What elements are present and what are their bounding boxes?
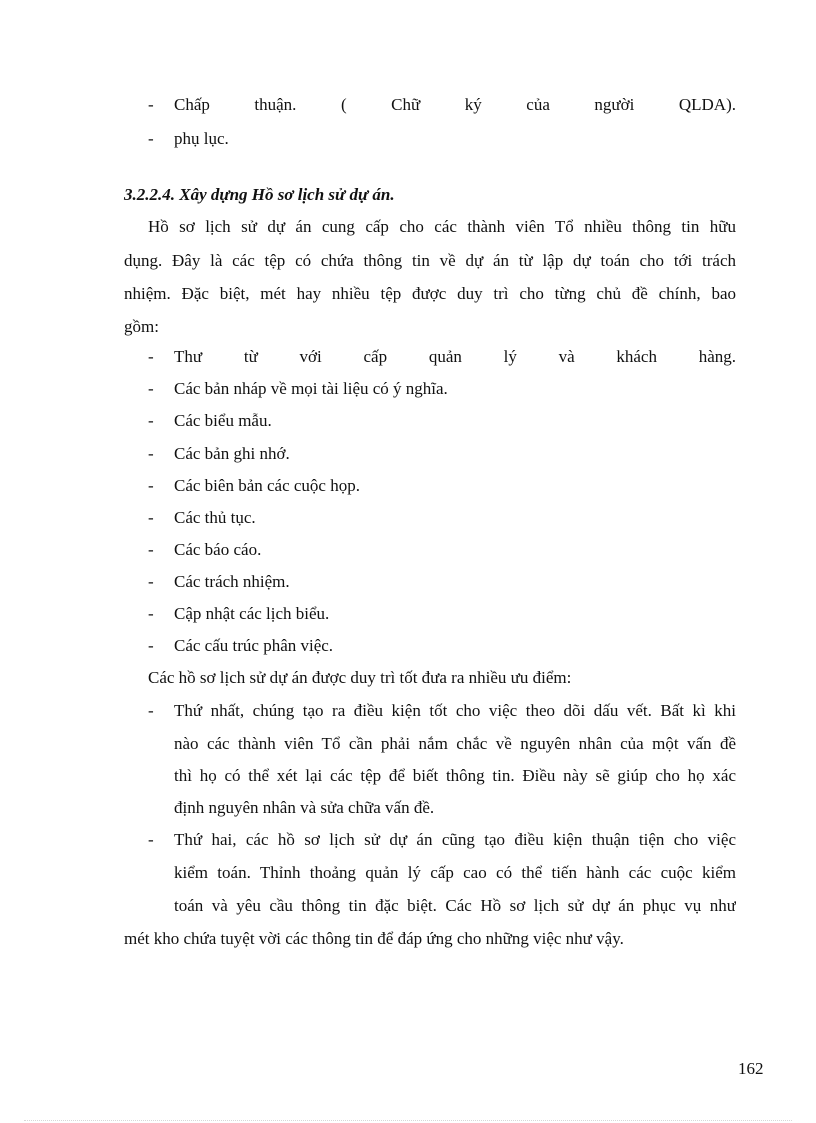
list-item-line: toán và yêu cầu thông tin đặc biệt. Các Hồ sơ lịch sử dự án phục vụ như [174,896,736,915]
bullet-dash: - [148,572,154,591]
paragraph-line: dụng. Đây là các tệp có chứa thông tin về dự án từ lập dự toán cho tới trách [124,251,736,270]
bullet-dash: - [148,476,154,495]
section-heading: 3.2.2.4. Xây dựng Hồ sơ lịch sử dự án. [124,185,395,204]
list-item-text: phụ lục. [174,129,229,148]
list-item-line: mét kho chứa tuyệt vời các thông tin để đáp ứng cho những việc như vậy. [124,929,624,948]
bullet-dash: - [148,95,154,114]
bullet-dash: - [148,830,154,849]
list-item-text: Các biểu mẫu. [174,411,272,430]
list-item-text: Chấp thuận. ( Chữ ký của người QLDA). [174,95,736,114]
advantages-intro: Các hồ sơ lịch sử dự án được duy trì tốt đưa ra nhiều ưu điểm: [148,668,572,687]
bullet-dash: - [148,636,154,655]
list-item-line: định nguyên nhân và sửa chữa vấn đề. [174,798,435,817]
list-item-line: nào các thành viên Tổ cần phải nắm chắc về nguyên nhân của một vấn đề [174,734,736,753]
list-item-text: Thư từ với cấp quản lý và khách hàng. [174,347,736,366]
list-item-line: Thứ nhất, chúng tạo ra điều kiện tốt cho việc theo dõi dấu vết. Bất kì khi [174,701,736,720]
footer-divider [24,1120,792,1121]
paragraph-line: Hồ sơ lịch sử dự án cung cấp cho các thành viên Tổ nhiều thông tin hữu [148,217,736,236]
bullet-dash: - [148,508,154,527]
list-item-line: thì họ có thể xét lại các tệp để biết thông tin. Điều này sẽ giúp cho họ xác [174,766,736,785]
bullet-dash: - [148,604,154,623]
list-item-text: Các cấu trúc phân việc. [174,636,334,655]
list-item-text: Các trách nhiệm. [174,572,290,591]
paragraph-line: gồm: [124,317,159,336]
list-item-line: Thứ hai, các hồ sơ lịch sử dự án cũng tạo điều kiện thuận tiện cho việc [174,830,736,849]
list-item-text: Cập nhật các lịch biểu. [174,604,330,623]
bullet-dash: - [148,379,154,398]
paragraph-line: nhiệm. Đặc biệt, mét hay nhiều tệp được duy trì cho từng chủ đề chính, bao [124,284,736,303]
bullet-dash: - [148,540,154,559]
list-item-text: Các bản nháp về mọi tài liệu có ý nghĩa. [174,379,448,398]
list-item-line: kiểm toán. Thỉnh thoảng quản lý cấp cao có thể tiến hành các cuộc kiểm [174,863,736,882]
list-item-text: Các thủ tục. [174,508,256,527]
list-item-text: Các báo cáo. [174,540,262,559]
bullet-dash: - [148,347,154,366]
bullet-dash: - [148,129,154,148]
list-item-text: Các biên bản các cuộc họp. [174,476,360,495]
page-number: 162 [738,1059,764,1078]
bullet-dash: - [148,444,154,463]
bullet-dash: - [148,411,154,430]
bullet-dash: - [148,701,154,720]
list-item-text: Các bản ghi nhớ. [174,444,290,463]
